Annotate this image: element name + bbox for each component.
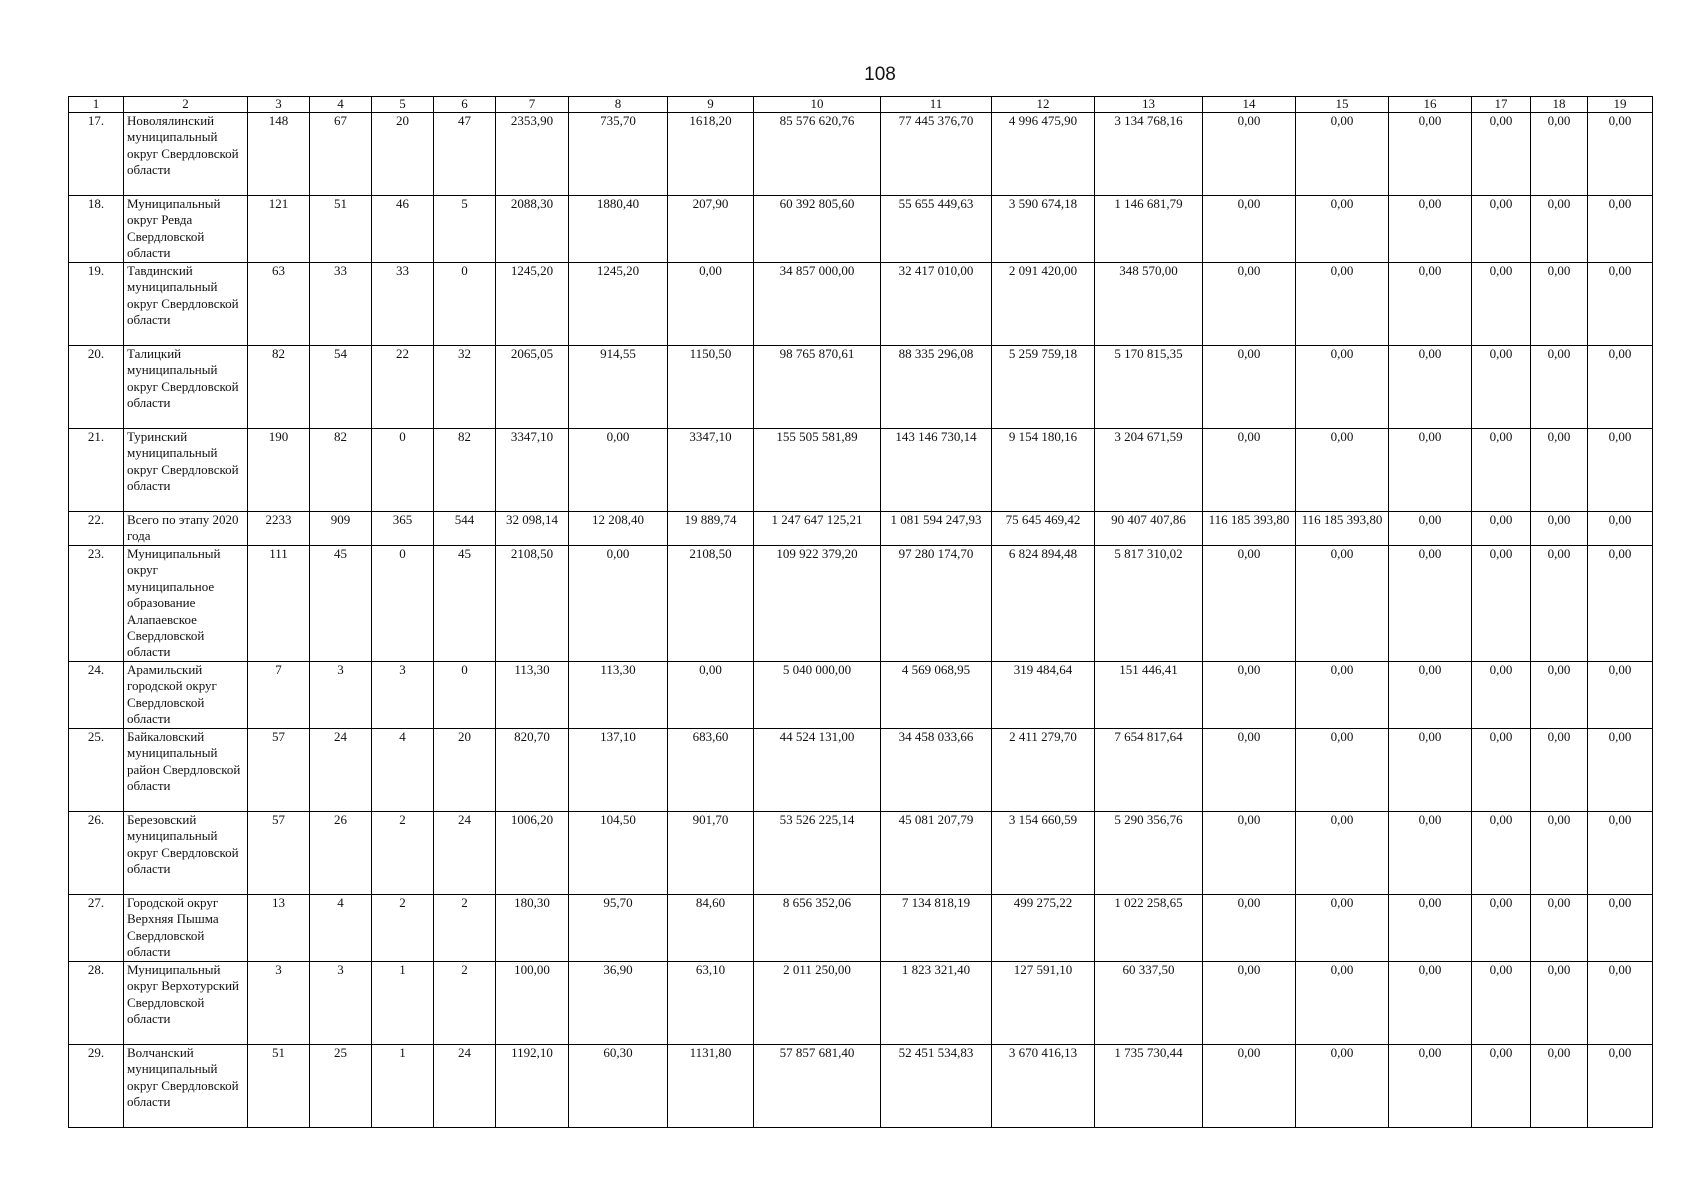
value-cell: 0,00 [1389,962,1472,1045]
value-cell: 0,00 [1389,346,1472,429]
value-cell: 0,00 [1296,662,1389,729]
value-cell: 0 [434,263,496,346]
value-cell: 1 [372,1045,434,1128]
value-cell: 111 [248,546,310,662]
value-cell: 0,00 [1296,1045,1389,1128]
value-cell: 0,00 [668,263,754,346]
value-cell: 1131,80 [668,1045,754,1128]
table-row [69,812,1653,895]
row-number-cell: 22. [69,512,124,546]
value-cell: 0,00 [1472,196,1531,263]
value-cell: 32 [434,346,496,429]
row-number-cell: 17. [69,113,124,196]
value-cell: 5 040 000,00 [754,662,881,729]
value-cell: 1618,20 [668,113,754,196]
value-cell: 1245,20 [569,263,668,346]
table-row [69,662,1653,729]
value-cell: 544 [434,512,496,546]
value-cell: 98 765 870,61 [754,346,881,429]
column-number: 1 [69,97,124,113]
value-cell: 0,00 [1203,895,1296,962]
value-cell: 9 154 180,16 [992,429,1095,512]
value-cell: 0,00 [1531,113,1588,196]
table-row [69,962,1653,1045]
value-cell: 45 081 207,79 [881,812,992,895]
value-cell: 45 [434,546,496,662]
value-cell: 0,00 [1296,962,1389,1045]
value-cell: 0,00 [569,429,668,512]
municipality-name-cell: Березовский муниципальный округ Свердловской области [124,812,248,895]
value-cell: 0,00 [1203,962,1296,1045]
value-cell: 26 [310,812,372,895]
value-cell: 143 146 730,14 [881,429,992,512]
value-cell: 0,00 [1531,263,1588,346]
column-number: 7 [496,97,569,113]
value-cell: 25 [310,1045,372,1128]
value-cell: 46 [372,196,434,263]
value-cell: 0,00 [1531,196,1588,263]
value-cell: 1 081 594 247,93 [881,512,992,546]
value-cell: 7 654 817,64 [1095,729,1203,812]
value-cell: 0,00 [1588,895,1653,962]
value-cell: 2 411 279,70 [992,729,1095,812]
value-cell: 0,00 [1588,962,1653,1045]
value-cell: 0,00 [1588,729,1653,812]
value-cell: 0,00 [1389,895,1472,962]
row-number-cell: 25. [69,729,124,812]
value-cell: 0,00 [1203,546,1296,662]
value-cell: 6 824 894,48 [992,546,1095,662]
value-cell: 3 [310,662,372,729]
value-cell: 0,00 [1531,1045,1588,1128]
municipality-name-cell: Всего по этапу 2020 года [124,512,248,546]
value-cell: 57 [248,729,310,812]
municipality-name-cell: Тавдинский муниципальный округ Свердловской области [124,263,248,346]
value-cell: 0,00 [1531,812,1588,895]
value-cell: 4 [310,895,372,962]
value-cell: 0,00 [668,662,754,729]
page-number: 108 [864,64,896,85]
value-cell: 34 458 033,66 [881,729,992,812]
municipality-name-cell: Арамильский городской округ Свердловской области [124,662,248,729]
value-cell: 0,00 [1472,895,1531,962]
column-number: 15 [1296,97,1389,113]
value-cell: 121 [248,196,310,263]
column-number: 3 [248,97,310,113]
value-cell: 0,00 [1389,196,1472,263]
value-cell: 0,00 [1203,729,1296,812]
value-cell: 0,00 [1296,895,1389,962]
value-cell: 0,00 [1531,346,1588,429]
row-number-cell: 24. [69,662,124,729]
value-cell: 0,00 [1296,812,1389,895]
value-cell: 2088,30 [496,196,569,263]
value-cell: 2 [434,895,496,962]
value-cell: 55 655 449,63 [881,196,992,263]
column-number: 19 [1588,97,1653,113]
value-cell: 5 170 815,35 [1095,346,1203,429]
value-cell: 116 185 393,80 [1296,512,1389,546]
value-cell: 0,00 [1531,546,1588,662]
value-cell: 319 484,64 [992,662,1095,729]
value-cell: 735,70 [569,113,668,196]
value-cell: 3 590 674,18 [992,196,1095,263]
value-cell: 24 [434,812,496,895]
value-cell: 0,00 [1389,662,1472,729]
value-cell: 0,00 [1588,512,1653,546]
value-cell: 5 [434,196,496,263]
value-cell: 2 [372,812,434,895]
value-cell: 82 [310,429,372,512]
value-cell: 0,00 [1472,546,1531,662]
municipality-name-cell: Городской округ Верхняя Пышма Свердловской области [124,895,248,962]
value-cell: 3347,10 [668,429,754,512]
value-cell: 207,90 [668,196,754,263]
value-cell: 4 569 068,95 [881,662,992,729]
table-row [69,546,1653,662]
value-cell: 1 [372,962,434,1045]
municipality-name-cell: Туринский муниципальный округ Свердловской области [124,429,248,512]
value-cell: 60,30 [569,1045,668,1128]
value-cell: 2 [372,895,434,962]
value-cell: 0,00 [1472,429,1531,512]
value-cell: 148 [248,113,310,196]
value-cell: 2108,50 [496,546,569,662]
value-cell: 151 446,41 [1095,662,1203,729]
column-number: 12 [992,97,1095,113]
value-cell: 1 022 258,65 [1095,895,1203,962]
value-cell: 0,00 [1296,113,1389,196]
municipality-name-cell: Муниципальный округ Верхотурский Свердловской области [124,962,248,1045]
value-cell: 82 [248,346,310,429]
column-number: 18 [1531,97,1588,113]
row-number-cell: 27. [69,895,124,962]
value-cell: 5 259 759,18 [992,346,1095,429]
value-cell: 77 445 376,70 [881,113,992,196]
value-cell: 0,00 [1389,113,1472,196]
value-cell: 44 524 131,00 [754,729,881,812]
value-cell: 19 889,74 [668,512,754,546]
value-cell: 0,00 [1203,1045,1296,1128]
column-number: 13 [1095,97,1203,113]
value-cell: 3 [310,962,372,1045]
table-row [69,346,1653,429]
municipality-name-cell: Талицкий муниципальный округ Свердловской области [124,346,248,429]
value-cell: 365 [372,512,434,546]
value-cell: 348 570,00 [1095,263,1203,346]
table-row [69,429,1653,512]
value-cell: 2065,05 [496,346,569,429]
column-number: 14 [1203,97,1296,113]
municipality-name-cell: Новолялинский муниципальный округ Свердловской области [124,113,248,196]
value-cell: 3347,10 [496,429,569,512]
value-cell: 75 645 469,42 [992,512,1095,546]
value-cell: 901,70 [668,812,754,895]
value-cell: 0,00 [1203,263,1296,346]
value-cell: 0,00 [1472,1045,1531,1128]
value-cell: 0,00 [1588,429,1653,512]
value-cell: 0,00 [1296,263,1389,346]
value-cell: 13 [248,895,310,962]
column-number: 6 [434,97,496,113]
value-cell: 3 670 416,13 [992,1045,1095,1128]
column-number: 2 [124,97,248,113]
value-cell: 0,00 [1531,429,1588,512]
value-cell: 0,00 [1389,429,1472,512]
value-cell: 1245,20 [496,263,569,346]
table-row [69,895,1653,962]
value-cell: 2 [434,962,496,1045]
municipality-name-cell: Муниципальный округ муниципальное образование Алапаевское Свердловской области [124,546,248,662]
value-cell: 0,00 [569,546,668,662]
value-cell: 60 392 805,60 [754,196,881,263]
value-cell: 116 185 393,80 [1203,512,1296,546]
value-cell: 1 823 321,40 [881,962,992,1045]
value-cell: 51 [310,196,372,263]
value-cell: 67 [310,113,372,196]
value-cell: 3 134 768,16 [1095,113,1203,196]
value-cell: 0,00 [1472,729,1531,812]
value-cell: 0,00 [1588,196,1653,263]
value-cell: 95,70 [569,895,668,962]
value-cell: 0,00 [1203,662,1296,729]
value-cell: 7 134 818,19 [881,895,992,962]
value-cell: 1192,10 [496,1045,569,1128]
value-cell: 0,00 [1203,346,1296,429]
value-cell: 1150,50 [668,346,754,429]
value-cell: 63,10 [668,962,754,1045]
table-row [69,113,1653,196]
value-cell: 104,50 [569,812,668,895]
value-cell: 0,00 [1296,196,1389,263]
value-cell: 60 337,50 [1095,962,1203,1045]
value-cell: 52 451 534,83 [881,1045,992,1128]
value-cell: 1880,40 [569,196,668,263]
value-cell: 0,00 [1588,546,1653,662]
value-cell: 0,00 [1588,812,1653,895]
table-row [69,729,1653,812]
value-cell: 0,00 [1203,812,1296,895]
value-cell: 0,00 [1389,546,1472,662]
value-cell: 34 857 000,00 [754,263,881,346]
value-cell: 0,00 [1588,346,1653,429]
value-cell: 155 505 581,89 [754,429,881,512]
value-cell: 0,00 [1389,729,1472,812]
value-cell: 137,10 [569,729,668,812]
value-cell: 51 [248,1045,310,1128]
value-cell: 3 [248,962,310,1045]
value-cell: 190 [248,429,310,512]
value-cell: 0 [372,429,434,512]
municipality-name-cell: Волчанский муниципальный округ Свердловской области [124,1045,248,1128]
value-cell: 0,00 [1296,346,1389,429]
value-cell: 3 204 671,59 [1095,429,1203,512]
value-cell: 2 091 420,00 [992,263,1095,346]
value-cell: 45 [310,546,372,662]
value-cell: 0 [434,662,496,729]
value-cell: 36,90 [569,962,668,1045]
value-cell: 82 [434,429,496,512]
value-cell: 0,00 [1296,546,1389,662]
value-cell: 0,00 [1588,1045,1653,1128]
value-cell: 2108,50 [668,546,754,662]
value-cell: 2 011 250,00 [754,962,881,1045]
value-cell: 84,60 [668,895,754,962]
table-row [69,263,1653,346]
value-cell: 0,00 [1588,113,1653,196]
value-cell: 24 [434,1045,496,1128]
value-cell: 97 280 174,70 [881,546,992,662]
value-cell: 0,00 [1389,812,1472,895]
value-cell: 0,00 [1203,429,1296,512]
column-number: 10 [754,97,881,113]
value-cell: 0,00 [1472,346,1531,429]
value-cell: 2233 [248,512,310,546]
value-cell: 113,30 [496,662,569,729]
value-cell: 20 [434,729,496,812]
value-cell: 20 [372,113,434,196]
value-cell: 5 290 356,76 [1095,812,1203,895]
value-cell: 54 [310,346,372,429]
column-number: 8 [569,97,668,113]
table-row [69,196,1653,263]
value-cell: 3 [372,662,434,729]
value-cell: 57 [248,812,310,895]
column-number: 16 [1389,97,1472,113]
value-cell: 33 [310,263,372,346]
value-cell: 1 146 681,79 [1095,196,1203,263]
row-number-cell: 28. [69,962,124,1045]
municipality-name-cell: Муниципальный округ Ревда Свердловской области [124,196,248,263]
value-cell: 0,00 [1531,962,1588,1045]
value-cell: 499 275,22 [992,895,1095,962]
value-cell: 820,70 [496,729,569,812]
municipality-name-cell: Байкаловский муниципальный район Свердловской области [124,729,248,812]
value-cell: 0,00 [1472,263,1531,346]
value-cell: 0,00 [1588,662,1653,729]
value-cell: 22 [372,346,434,429]
value-cell: 47 [434,113,496,196]
table-row [69,1045,1653,1128]
value-cell: 0,00 [1389,1045,1472,1128]
value-cell: 1 247 647 125,21 [754,512,881,546]
data-table [68,96,1653,1128]
row-number-cell: 23. [69,546,124,662]
value-cell: 109 922 379,20 [754,546,881,662]
value-cell: 32 098,14 [496,512,569,546]
value-cell: 2353,90 [496,113,569,196]
column-number-row [69,97,1653,113]
value-cell: 127 591,10 [992,962,1095,1045]
value-cell: 0,00 [1531,895,1588,962]
column-number: 17 [1472,97,1531,113]
value-cell: 7 [248,662,310,729]
value-cell: 85 576 620,76 [754,113,881,196]
value-cell: 1 735 730,44 [1095,1045,1203,1128]
value-cell: 113,30 [569,662,668,729]
row-number-cell: 19. [69,263,124,346]
value-cell: 914,55 [569,346,668,429]
value-cell: 0,00 [1472,962,1531,1045]
value-cell: 32 417 010,00 [881,263,992,346]
value-cell: 0,00 [1588,263,1653,346]
value-cell: 88 335 296,08 [881,346,992,429]
value-cell: 0,00 [1531,512,1588,546]
value-cell: 0,00 [1472,662,1531,729]
value-cell: 0,00 [1296,429,1389,512]
value-cell: 3 154 660,59 [992,812,1095,895]
value-cell: 33 [372,263,434,346]
column-number: 11 [881,97,992,113]
value-cell: 5 817 310,02 [1095,546,1203,662]
column-number: 5 [372,97,434,113]
value-cell: 0,00 [1203,113,1296,196]
value-cell: 1006,20 [496,812,569,895]
row-number-cell: 26. [69,812,124,895]
value-cell: 4 [372,729,434,812]
value-cell: 0,00 [1296,729,1389,812]
row-number-cell: 20. [69,346,124,429]
value-cell: 0,00 [1203,196,1296,263]
table-row [69,512,1653,546]
value-cell: 0,00 [1389,263,1472,346]
value-cell: 0,00 [1472,512,1531,546]
row-number-cell: 18. [69,196,124,263]
value-cell: 24 [310,729,372,812]
row-number-cell: 21. [69,429,124,512]
value-cell: 0,00 [1531,662,1588,729]
column-number: 9 [668,97,754,113]
value-cell: 0,00 [1531,729,1588,812]
value-cell: 909 [310,512,372,546]
value-cell: 683,60 [668,729,754,812]
value-cell: 8 656 352,06 [754,895,881,962]
value-cell: 0,00 [1389,512,1472,546]
value-cell: 63 [248,263,310,346]
value-cell: 90 407 407,86 [1095,512,1203,546]
row-number-cell: 29. [69,1045,124,1128]
value-cell: 57 857 681,40 [754,1045,881,1128]
value-cell: 53 526 225,14 [754,812,881,895]
value-cell: 4 996 475,90 [992,113,1095,196]
value-cell: 100,00 [496,962,569,1045]
value-cell: 180,30 [496,895,569,962]
column-number: 4 [310,97,372,113]
value-cell: 0,00 [1472,113,1531,196]
value-cell: 0,00 [1472,812,1531,895]
value-cell: 0 [372,546,434,662]
value-cell: 12 208,40 [569,512,668,546]
